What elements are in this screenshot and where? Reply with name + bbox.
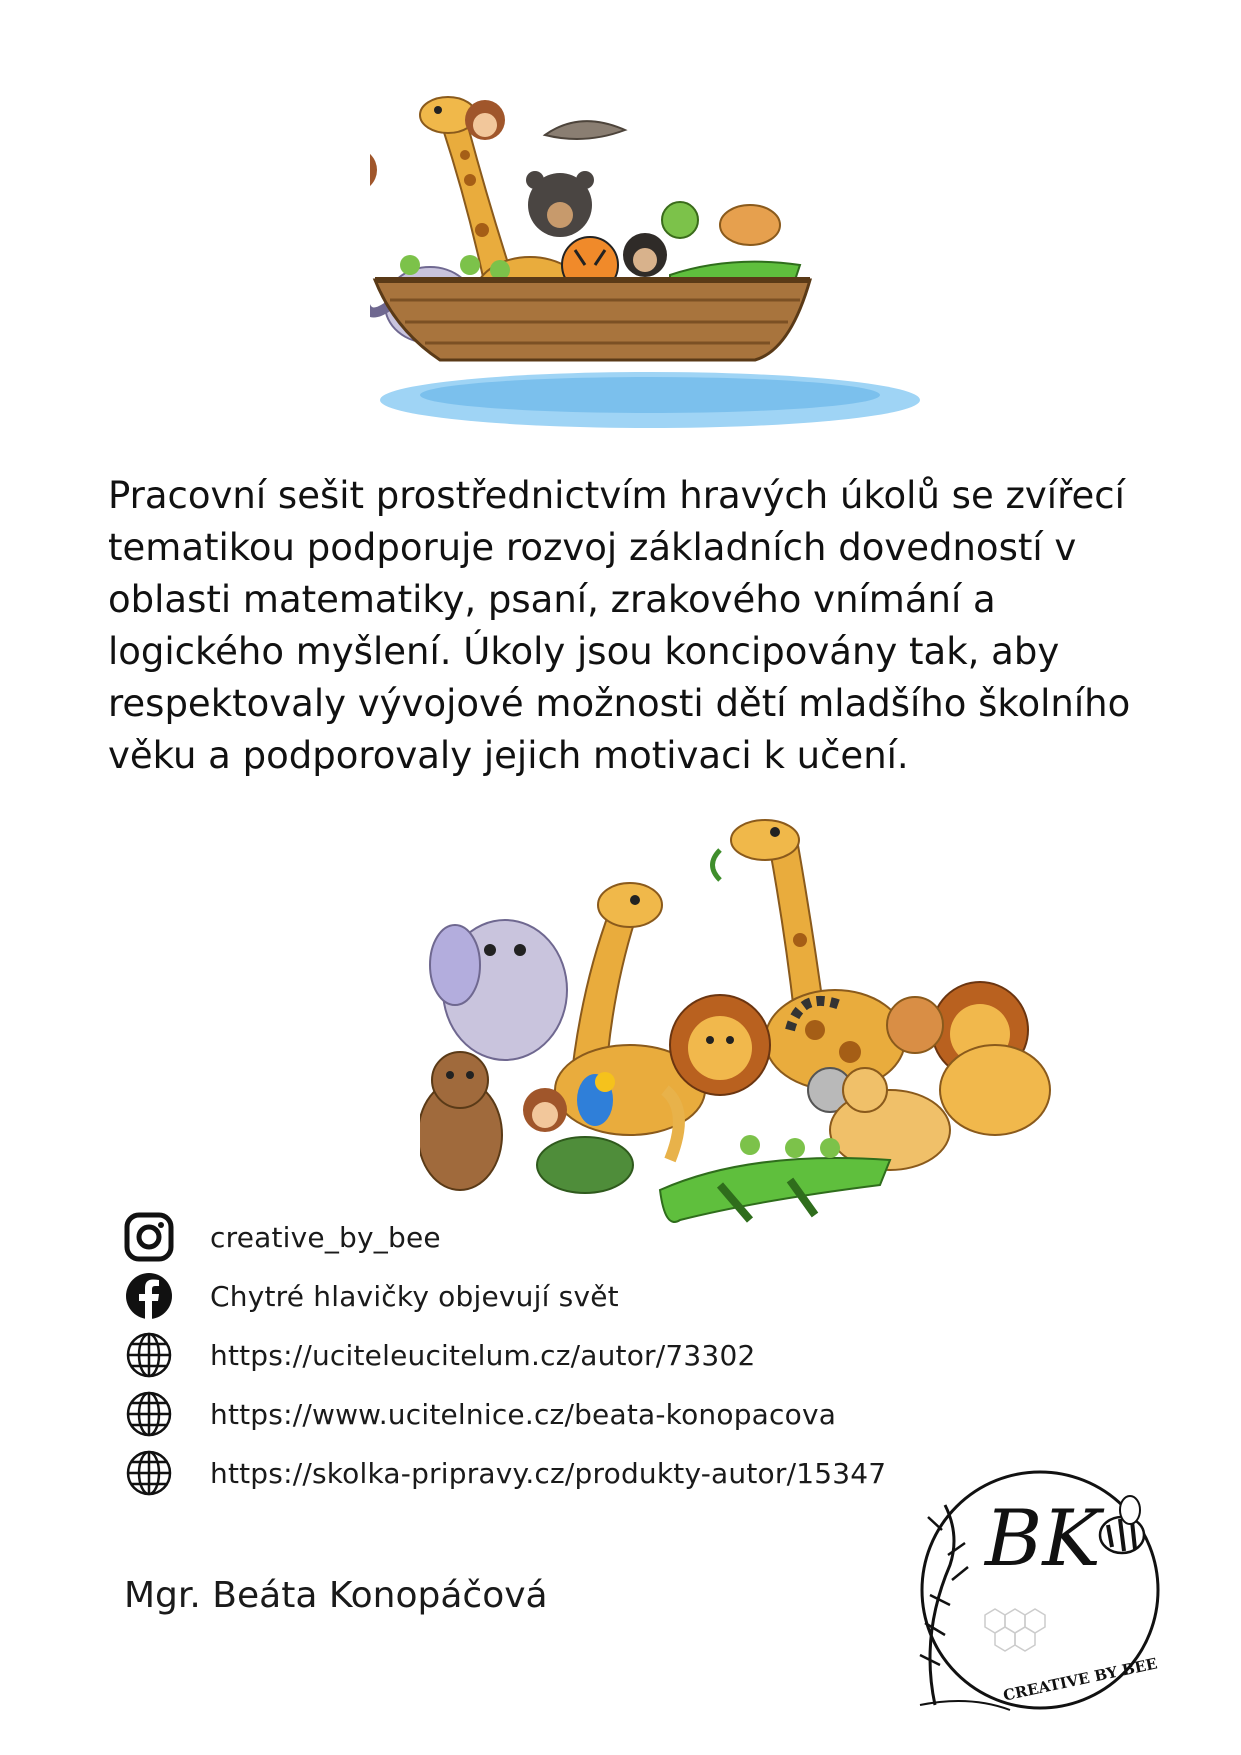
- globe-icon: [120, 1446, 178, 1500]
- ark-animals-illustration: [370, 60, 920, 440]
- contact-web-2[interactable]: [120, 1387, 837, 1441]
- contact-instagram[interactable]: [120, 1210, 441, 1264]
- facebook-page[interactable]: Chytré hlavičky objevují svět: [210, 1279, 619, 1313]
- logo-initials: BK: [985, 1494, 1101, 1584]
- instagram-handle[interactable]: creative_by_bee: [210, 1220, 441, 1254]
- website-link[interactable]: https://uciteleucitelum.cz/autor/73302: [210, 1338, 756, 1372]
- animals-group-illustration: [420, 790, 1160, 1280]
- instagram-icon: [120, 1210, 178, 1264]
- globe-icon: [120, 1328, 178, 1382]
- website-link[interactable]: https://skolka-pripravy.cz/produkty-autor/15347: [210, 1456, 887, 1490]
- logo-brand: CREATIVE BY BEE: [1001, 1654, 1159, 1705]
- workbook-description: Pracovní sešit prostřednictvím hravých úkolů se zvířecí tematikou podporuje rozvoj základních dovedností v oblasti matematiky, psaní, zrakového vnímání a logického myšlení. Úkoly jsou koncipovány tak, aby respektovaly vývojové možnosti dětí mladšího školního věku a podporovaly jejich motivaci k učení.: [108, 474, 1131, 777]
- website-link[interactable]: https://www.ucitelnice.cz/beata-konopacova: [210, 1397, 837, 1431]
- contact-web-3[interactable]: [120, 1446, 887, 1500]
- author-name: Mgr. Beáta Konopáčová: [124, 1575, 548, 1616]
- creative-by-bee-logo: [890, 1455, 1180, 1725]
- contact-facebook[interactable]: [120, 1269, 619, 1323]
- facebook-icon: [120, 1269, 178, 1323]
- contact-web-1[interactable]: [120, 1328, 756, 1382]
- globe-icon: [120, 1387, 178, 1441]
